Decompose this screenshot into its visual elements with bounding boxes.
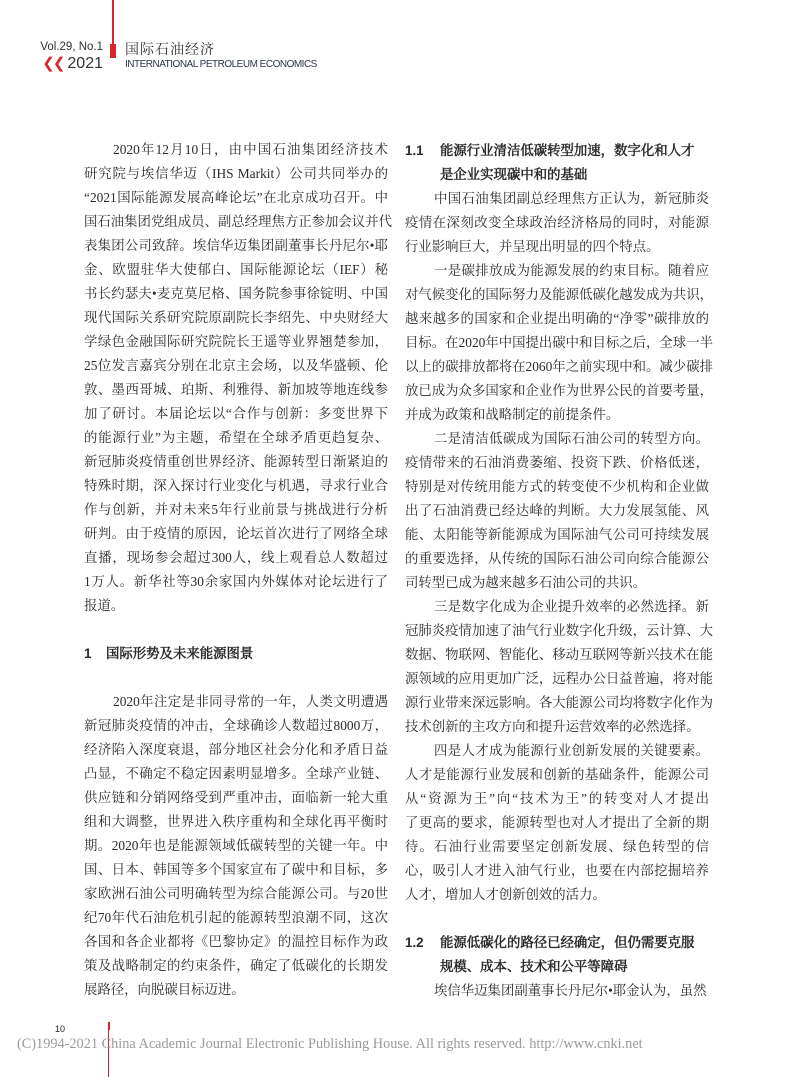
text-line: 待。石油行业需要坚定创新发展、绿色转型的信 (405, 839, 709, 854)
heading-text: 能源行业清洁低碳转型加速，数字化和人才 (440, 143, 695, 158)
text-line: 现代国际关系研究院原副院长李绍先、中央财经大 (84, 310, 388, 325)
text-line: 加了研讨。本届论坛以“合作与创新：多变世界下 (84, 406, 388, 421)
text-line: 报道。 (84, 598, 125, 613)
heading-text: 国际形势及未来能源图景 (106, 646, 254, 661)
text-line: 新冠肺炎疫情的冲击，全球确诊人数超过8000万， (84, 718, 388, 733)
paragraph (84, 138, 392, 618)
text-line: 直播，现场参会超过300人，线上观看总人数超过 (84, 550, 388, 565)
heading-line (405, 163, 709, 187)
text-line: 三是数字化成为企业提升效率的必然选择。新 (434, 599, 709, 614)
journal-title: 国际石油经济 (125, 41, 215, 57)
left-column (84, 138, 392, 1002)
text-line: 凸显，不确定不稳定因素明显增多。全球产业链、 (84, 766, 388, 781)
spacer (405, 907, 709, 931)
text-line: 各国和各企业都将《巴黎协定》的温控目标作为政 (84, 934, 388, 949)
journal-subtitle: INTERNATIONAL PETROLEUM ECONOMICS (125, 59, 317, 70)
text-line: 四是人才成为能源行业创新发展的关键要素。 (434, 743, 709, 758)
text-line: 源行业带来深远影响。各大能源公司均将数字化作为 (405, 695, 713, 710)
paragraph (405, 259, 713, 427)
copyright-notice: (C)1994-2021 China Academic Journal Electronic Publishing House. All rights reserved. http://www.cnki.net (17, 1036, 643, 1052)
section-number: 1 (84, 646, 92, 661)
text-line: 了更高的要求，能源转型也对人才提出了全新的期 (405, 815, 709, 830)
text-line: 以上的碳排放都将在2060年之前实现中和。减少碳排 (405, 359, 713, 374)
text-line: 1万人。新华社等30余家国内外媒体对论坛进行了 (84, 574, 388, 589)
paragraph (405, 739, 709, 907)
journal-year (42, 54, 103, 73)
text-line: 并成为政策和战略制定的前提条件。 (405, 407, 620, 422)
text-line: 冠肺炎疫情加速了油气行业数字化升级，云计算、大 (405, 623, 713, 638)
paragraph (405, 595, 713, 739)
spacer (84, 618, 388, 642)
text-line: 研究院与埃信华迈（IHS Markit）公司共同举办的 (84, 166, 388, 181)
right-column (405, 139, 713, 1003)
spacer (84, 666, 388, 690)
text-line: 疫情在深刻改变全球政治经济格局的同时，对能源 (405, 215, 709, 230)
text-line: 书长约瑟夫•麦克莫尼格、国务院参事徐锭明、中国 (84, 286, 388, 301)
text-line: 特别是对传统用能方式的转变使不少机构和企业做 (405, 479, 709, 494)
text-line: 越来越多的国家和企业提出明确的“净零”碳排放的 (405, 311, 709, 326)
header-accent-block (110, 44, 116, 58)
page-number: 10 (55, 1024, 66, 1034)
text-line: 作与创新，并对未来5年行业前景与挑战进行分析 (84, 502, 388, 517)
text-line: 展路径，向脱碳目标迈进。 (84, 982, 245, 997)
section-heading (405, 139, 709, 187)
heading-text: 是企业实现碳中和的基础 (440, 167, 588, 182)
text-line: 疫情带来的石油消费萎缩、投资下跌、价格低迷， (405, 455, 709, 470)
double-chevron-left-icon: ❮❮ (42, 55, 64, 72)
text-line: “2021国际能源发展高峰论坛”在北京成功召开。中 (84, 190, 388, 205)
text-line: 表集团公司致辞。埃信华迈集团副董事长丹尼尔•耶 (84, 238, 388, 253)
text-line: 家欧洲石油公司明确转型为综合能源公司。与20世 (84, 886, 388, 901)
paragraph (405, 979, 709, 1003)
heading-line (405, 139, 709, 163)
heading-text: 能源低碳化的路径已经确定，但仍需要克服 (440, 935, 695, 950)
text-line: 的重要选择，从传统的国际石油公司向综合能源公 (405, 551, 709, 566)
text-line: 对气候变化的国际努力及能源低碳化越发成为共识， (405, 287, 713, 302)
text-line: 研判。由于疫情的原因，论坛首次进行了网络全球 (84, 526, 388, 541)
text-line: 人才是能源行业发展和创新的基础条件，能源公司 (405, 767, 709, 782)
text-line: 2020年12月10日，由中国石油集团经济技术 (113, 142, 388, 157)
text-line: 2020年注定是非同寻常的一年，人类文明遭遇 (113, 694, 388, 709)
text-line: 埃信华迈集团副董事长丹尼尔•耶金认为，虽然 (434, 983, 707, 998)
text-line: 新冠肺炎疫情重创世界经济、能源转型日渐紧迫的 (84, 454, 388, 469)
text-line: 纪70年代石油危机引起的能源转型浪潮不同，这次 (84, 910, 388, 925)
text-line: 国石油集团党组成员、副总经理焦方正参加会议并代 (84, 214, 392, 229)
text-line: 学绿色金融国际研究院院长王遥等业界翘楚参加， (84, 334, 388, 349)
paragraph (405, 427, 709, 595)
heading-line (84, 642, 388, 666)
text-line: 数据、物联网、智能化、移动互联网等新兴技术在能 (405, 647, 713, 662)
section-heading (405, 931, 709, 979)
heading-line (405, 931, 709, 955)
text-line: 的能源行业”为主题，希望在全球矛盾更趋复杂、 (84, 430, 388, 445)
paragraph (84, 690, 388, 1002)
text-line: 从“资源为王”向“技术为王”的转变对人才提出 (405, 791, 709, 806)
text-line: 期。2020年也是能源领域低碳转型的关键一年。中 (84, 838, 388, 853)
text-line: 行业影响巨大，并呈现出明显的四个特点。 (405, 239, 660, 254)
text-line: 策及战略制定的约束条件，确定了低碳化的长期发 (84, 958, 388, 973)
text-line: 中国石油集团副总经理焦方正认为，新冠肺炎 (434, 191, 709, 206)
text-line: 源领域的应用更加广泛，远程办公日益普遍，将对能 (405, 671, 713, 686)
text-line: 技术创新的主攻方向和提升运营效率的必然选择。 (405, 719, 700, 734)
text-line: 金、欧盟驻华大使郁白、国际能源论坛（IEF）秘 (84, 262, 388, 277)
journal-year-text: 2021 (67, 55, 103, 72)
text-line: 人才，增加人才创新创效的活力。 (405, 887, 606, 902)
heading-text: 规模、成本、技术和公平等障碍 (440, 959, 628, 974)
text-line: 心，吸引人才进入油气行业，也要在内部挖掘培养 (405, 863, 709, 878)
text-line: 经济陷入深度衰退，部分地区社会分化和矛盾日益 (84, 742, 388, 757)
text-line: 二是清洁低碳成为国际石油公司的转型方向。 (434, 431, 709, 446)
text-line: 放已成为众多国家和企业作为世界公民的首要考量， (405, 383, 713, 398)
text-line: 特殊时期，深入探讨行业变化与机遇，寻求行业合 (84, 478, 388, 493)
text-line: 敦、墨西哥城、珀斯、利雅得、新加坡等地连线参 (84, 382, 388, 397)
text-line: 目标。在2020年中国提出碳中和目标之后，全球一半 (405, 335, 713, 350)
section-heading (84, 642, 388, 666)
header-accent-line (112, 0, 114, 44)
text-line: 组和大调整，世界进入秩序重构和全球化再平衡时 (84, 814, 388, 829)
heading-line (405, 955, 709, 979)
text-line: 国、日本、韩国等多个国家宣布了碳中和目标，多 (84, 862, 388, 877)
text-line: 能、太阳能等新能源成为国际油气公司可持续发展 (405, 527, 709, 542)
text-line: 司转型已成为越来越多石油公司的共识。 (405, 575, 647, 590)
text-line: 一是碳排放成为能源发展的约束目标。随着应 (434, 263, 709, 278)
footer-accent-mark (108, 1022, 110, 1030)
journal-volume: Vol.29, No.1 (40, 41, 103, 53)
text-line: 出了石油消费已经达峰的判断。大力发展氢能、风 (405, 503, 709, 518)
section-number: 1.2 (405, 935, 424, 950)
text-line: 供应链和分销网络受到严重冲击，面临新一轮大重 (84, 790, 388, 805)
text-line: 25位发言嘉宾分别在北京主会场，以及华盛顿、伦 (84, 358, 388, 373)
section-number: 1.1 (405, 143, 424, 158)
paragraph (405, 187, 709, 259)
